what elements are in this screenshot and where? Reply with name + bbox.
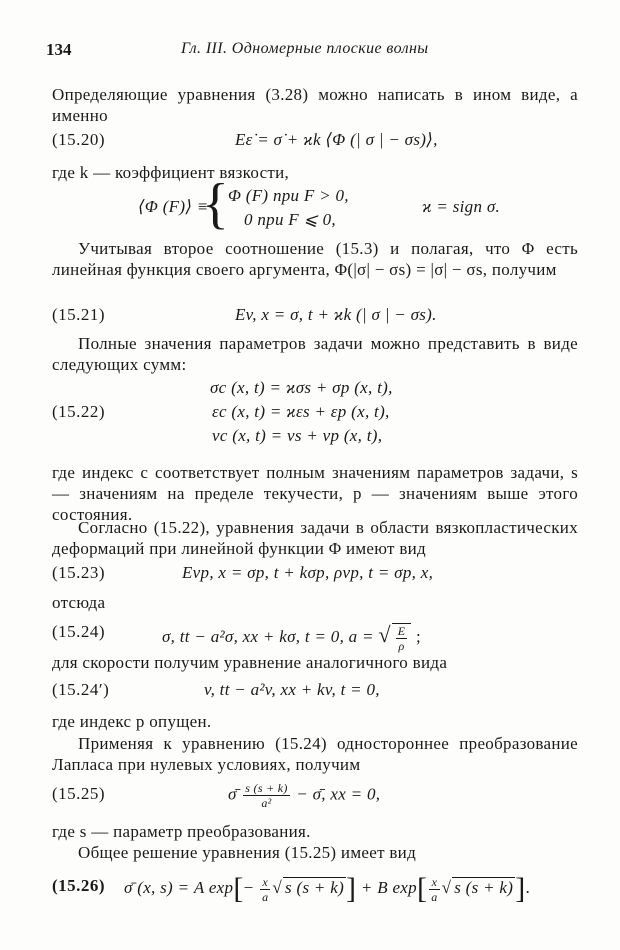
fraction-numerator: s (s + k) xyxy=(245,781,288,795)
radical-sign: √ xyxy=(441,877,452,897)
fraction-numerator: x xyxy=(429,875,439,890)
left-bracket: [ xyxy=(416,872,428,905)
phi-row-2: 0 при F ⩽ 0, xyxy=(244,210,336,229)
equation-line-3: vc (x, t) = vs + vp (x, t), xyxy=(212,426,383,445)
paragraph-3: Учитывая второе соотношение (15.3) и полагая, что Φ есть линейная функция своего аргумента, Φ(|σ| − σs) = |σ| − σs, получим xyxy=(52,239,578,279)
fraction-denominator: a xyxy=(431,889,438,904)
equation-number: (15.25) xyxy=(52,784,106,803)
equation-number: (15.22) xyxy=(52,402,106,421)
equation-tail: ; xyxy=(415,627,421,646)
equation-rest: − σ̄, xx = 0, xyxy=(296,784,381,804)
page-header xyxy=(46,40,586,64)
equation-body-group xyxy=(162,622,421,653)
equation-line-1: σc (x, t) = ϰσs + σp (x, t), xyxy=(210,378,393,397)
equation-15-22 xyxy=(52,378,578,450)
paragraph-10: Применяя к уравнению (15.24) одностороннее преобразование Лапласа при нулевых условиях, получим xyxy=(52,734,578,774)
equation-body-group xyxy=(124,872,530,906)
equation-15-26 xyxy=(52,868,578,904)
equation-number: (15.24) xyxy=(52,622,106,641)
radical-sign: √ xyxy=(378,622,391,647)
running-title: Гл. III. Одномерные плоские волны xyxy=(181,40,429,57)
definition-phi xyxy=(52,173,578,235)
radicand: s (s + k) xyxy=(285,877,345,897)
equation-15-20 xyxy=(52,128,578,154)
sigma-bar: σ̄ xyxy=(228,784,237,804)
paragraph-4: Полные значения параметров задачи можно представить в виде следующих сумм: xyxy=(52,334,578,374)
paragraph-6: Согласно (15.22), уравнения задачи в области вязкопластических деформаций при линейной функции Φ имеют вид xyxy=(52,518,578,558)
equation-body: σ, tt − a²σ, xx + kσ, t = 0, a = xyxy=(162,627,374,646)
paragraph-8: для скорости получим уравнение аналогичного вида xyxy=(52,653,448,672)
equation-15-23 xyxy=(52,561,578,587)
left-brace: { xyxy=(202,173,229,235)
equation-lhs: σ̄ (x, s) = A exp xyxy=(124,877,234,897)
paragraph-12: Общее решение уравнения (15.25) имеет вид xyxy=(78,843,417,862)
fraction-denominator: a xyxy=(262,889,269,904)
paragraph-9: где индекс p опущен. xyxy=(52,712,212,731)
paragraph-1: Определяющие уравнения (3.28) можно написать в ином виде, а именно xyxy=(52,85,578,125)
paragraph-2: где k — коэффициент вязкости, xyxy=(52,163,290,182)
equation-body-group xyxy=(228,781,380,810)
right-bracket: ] xyxy=(346,872,357,905)
fraction-numerator: E xyxy=(397,623,406,638)
equation-body: v, tt − a²v, xx + kv, t = 0, xyxy=(204,680,380,699)
paragraph-7: отсюда xyxy=(52,593,106,612)
equation-15-21 xyxy=(52,303,578,329)
radicand: s (s + k) xyxy=(454,877,514,897)
right-bracket: ] xyxy=(515,872,526,905)
paragraph-5: где индекс c соответствует полным значениям параметров задачи, s — значениям на пределе текучести, p — значениям выше этого состояния. xyxy=(52,463,578,524)
equation-body: Eε̇ = σ̇ + ϰk ⟨Φ (| σ | − σs)⟩, xyxy=(235,130,438,149)
equation-number: (15.21) xyxy=(52,305,106,324)
equation-number: (15.20) xyxy=(52,130,106,149)
phi-lhs: ⟨Φ (F)⟩ ≡ xyxy=(138,197,209,216)
equation-number: (15.26) xyxy=(52,876,106,895)
equation-number: (15.23) xyxy=(52,563,106,582)
page-number: 134 xyxy=(46,40,72,59)
equation-body: Evp, x = σp, t + kσp, ρvp, t = σp, x, xyxy=(182,563,434,582)
equation-line-2: εc (x, t) = ϰεs + εp (x, t), xyxy=(212,402,390,421)
equation-15-24 xyxy=(52,614,578,653)
paragraph-11: где s — параметр преобразования. xyxy=(52,822,311,841)
radical-sign: √ xyxy=(272,877,283,897)
equation-15-25 xyxy=(52,776,578,812)
equation-number: (15.24′) xyxy=(52,680,110,699)
phi-row-1: Φ (F) при F > 0, xyxy=(228,186,349,205)
equation-15-24-prime xyxy=(52,678,578,704)
kappa-def: ϰ = sign σ. xyxy=(422,197,501,216)
left-bracket: [ xyxy=(233,872,244,905)
equation-middle: + B exp xyxy=(360,877,417,897)
equation-body: Ev, x = σ, t + ϰk (| σ | − σs). xyxy=(235,305,437,324)
minus-sign: − xyxy=(243,877,254,897)
fraction-denominator: a² xyxy=(261,796,272,810)
fraction-denominator: ρ xyxy=(398,638,405,653)
fraction-numerator: x xyxy=(260,875,270,890)
equation-end: . xyxy=(525,877,531,897)
